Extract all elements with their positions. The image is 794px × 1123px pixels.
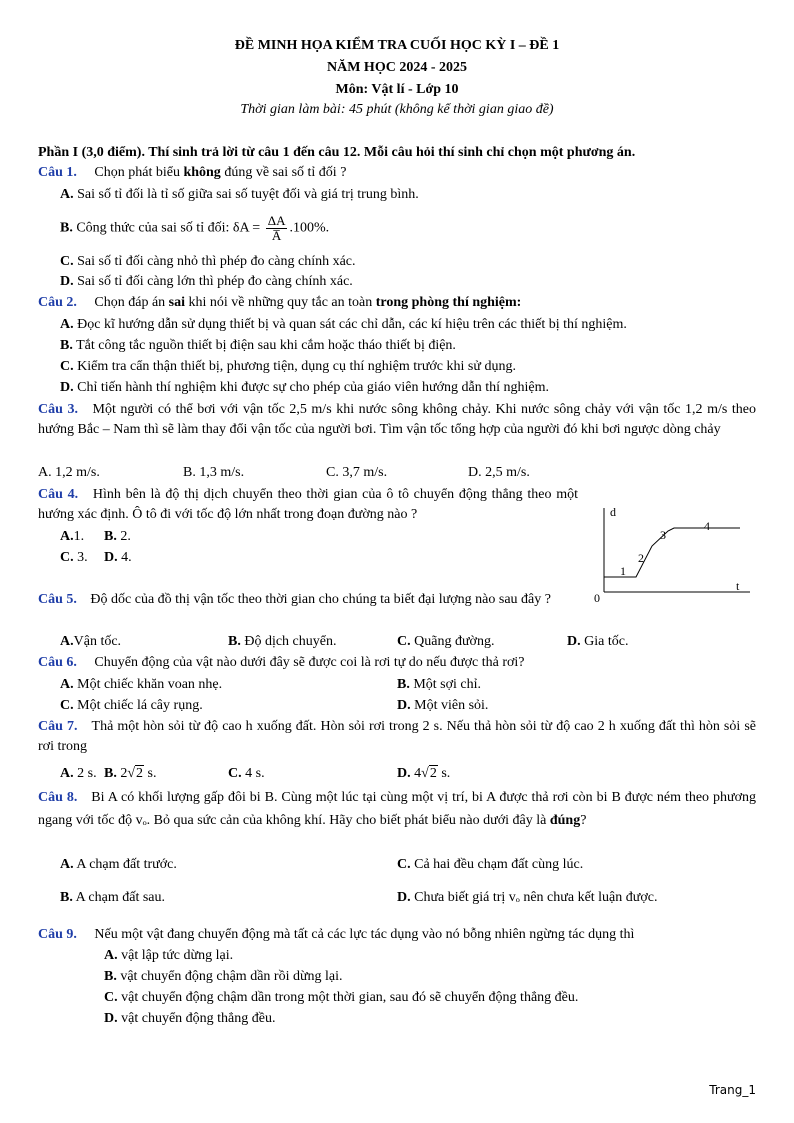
d-axis-label: d	[610, 505, 616, 519]
q9-option-a	[104, 947, 233, 965]
option-text: Chỉ tiến hành thí nghiệm khi được sự cho phép của giáo viên hướng dẫn thí nghiệm.	[77, 380, 550, 395]
unit: s.	[144, 766, 157, 781]
option-letter: A.	[60, 766, 74, 781]
unit: s.	[437, 766, 451, 781]
q8-option-b	[60, 889, 165, 907]
option-letter: A.	[60, 677, 74, 692]
question-text-post: đúng về sai số tỉ đối ?	[220, 165, 347, 180]
question-8	[38, 786, 756, 832]
option-letter: D.	[397, 766, 411, 781]
option-text: vật chuyển động thẳng đều.	[121, 1011, 276, 1026]
segment-1-label: 1	[620, 564, 626, 578]
fraction-numerator: ΔA	[267, 213, 286, 228]
question-3	[38, 400, 756, 440]
option-text: Sai số tỉ đối là tỉ số giữa sai số tuyệt đối và giá trị trung bình.	[77, 187, 419, 202]
q4-option-a	[60, 528, 84, 546]
q8-option-a	[60, 856, 177, 874]
question-text: Chuyển động của vật nào dưới đây sẽ được coi là rơi tự do nếu được thả rơi?	[94, 655, 525, 670]
section-heading: Phần I (3,0 điểm). Thí sinh trả lời từ câu 1 đến câu 12. Mỗi câu hỏi thí sinh chỉ chọn một phương án.	[38, 145, 636, 160]
q8-option-c	[397, 856, 583, 874]
q8-option-d	[397, 889, 657, 907]
q9-option-b	[104, 968, 343, 986]
question-label: Câu 8.	[38, 790, 78, 805]
option-text: Gia tốc.	[584, 634, 629, 649]
option-text: Kiểm tra cẩn thận thiết bị, phương tiện, dụng cụ thí nghiệm trước khi sử dụng.	[77, 359, 516, 374]
question-2	[38, 294, 521, 312]
page-number: Trang_1	[709, 1083, 756, 1097]
option-letter: D.	[567, 634, 581, 649]
option-letter: B.	[104, 529, 117, 544]
question-emphasis: đúng	[549, 813, 581, 828]
q3-option-d: D. 2,5 m/s.	[468, 465, 530, 480]
option-letter: B.	[60, 338, 73, 353]
q9-option-c	[104, 989, 578, 1007]
question-text: Một người có thể bơi với vận tốc 2,5 m/s khi nước sông không chảy. Khi nước sông chảy với vận tốc 1,2 m/s theo hướng Bắc – Nam thì sẽ làm thay đổi vận tốc của người bơi. Tìm vận tốc tổng hợp của người đó khi bơi ngược dòng chảy	[38, 402, 756, 437]
q7-option-c	[228, 765, 265, 783]
t-axis-label: t	[736, 579, 740, 593]
option-text: Một chiếc khăn voan nhẹ.	[77, 677, 223, 692]
fraction-denominator: A̅	[271, 228, 282, 243]
radicand: 2	[136, 766, 144, 781]
exam-title: ĐỀ MINH HỌA KIỂM TRA CUỐI HỌC KỲ I – ĐỀ 1	[234, 38, 560, 53]
option-letter: C.	[397, 857, 411, 872]
q5-option-a	[60, 633, 121, 651]
option-text: Sai số tỉ đối càng nhỏ thì phép đo càng chính xác.	[77, 254, 356, 269]
option-letter: B.	[104, 766, 117, 781]
option-text: Quãng đường.	[414, 634, 495, 649]
question-text: Thả một hòn sỏi từ độ cao h xuống đất. Hòn sỏi rơi trong 2 s. Nếu thả hòn sỏi từ độ cao 2 h xuống đất thì hòn sỏi sẽ rơi trong	[38, 719, 756, 754]
option-text: 4.	[121, 550, 132, 565]
coefficient: 2	[120, 766, 128, 781]
question-label: Câu 4.	[38, 487, 79, 502]
question-emphasis: sai	[168, 295, 186, 310]
q1-option-b	[60, 214, 329, 243]
option-letter: D.	[104, 1011, 118, 1026]
radicand: 2	[429, 766, 437, 781]
question-6	[38, 654, 525, 672]
option-letter: A.	[60, 857, 74, 872]
option-letter: C.	[60, 359, 74, 374]
q4-option-b	[104, 528, 131, 546]
option-text: 2 s.	[77, 766, 97, 781]
question-label: Câu 6.	[38, 655, 77, 670]
option-letter: A.	[60, 529, 74, 544]
q1-option-c	[60, 253, 356, 271]
q4-option-c	[60, 549, 88, 567]
subject: Môn: Vật lí - Lớp 10	[335, 82, 459, 97]
option-letter: B.	[104, 969, 117, 984]
q7-option-a	[60, 765, 97, 783]
option-letter: A.	[60, 317, 74, 332]
question-label: Câu 3.	[38, 402, 78, 417]
option-text: 1.	[73, 529, 85, 544]
origin-label: 0	[594, 591, 600, 605]
q3-option-a: A. 1,2 m/s.	[38, 465, 100, 480]
option-text: vật lập tức dừng lại.	[121, 948, 234, 963]
q1-option-d	[60, 273, 353, 291]
option-text: 2.	[120, 529, 131, 544]
q6-option-b	[397, 676, 481, 694]
question-text: Hình bên là độ thị dịch chuyển theo thời gian của ô tô chuyển động thẳng theo một hướng xác định. Ô tô đi với tốc độ lớn nhất trong đoạn đường nào ?	[38, 487, 579, 522]
question-label: Câu 7.	[38, 719, 78, 734]
question-text-pre: Chọn đáp án	[94, 295, 169, 310]
q2-option-a	[60, 316, 627, 334]
option-letter: C.	[397, 634, 411, 649]
question-label: Câu 9.	[38, 927, 77, 942]
q5-option-b	[228, 633, 337, 651]
q2-option-c	[60, 358, 516, 376]
option-letter: D.	[60, 274, 74, 289]
option-text: A chạm đất sau.	[75, 890, 165, 905]
option-text: Một viên sỏi.	[414, 698, 489, 713]
option-text: A chạm đất trước.	[76, 857, 177, 872]
q5-option-d	[567, 633, 628, 651]
question-label: Câu 5.	[38, 592, 77, 607]
option-letter: D.	[104, 550, 118, 565]
option-text: Công thức của sai số tỉ đối: δA =	[76, 220, 261, 236]
option-letter: B.	[60, 220, 73, 236]
q2-option-b	[60, 337, 456, 355]
question-label: Câu 1.	[38, 165, 77, 180]
option-letter: C.	[60, 254, 74, 269]
q9-option-d	[104, 1010, 275, 1028]
q3-option-b: B. 1,3 m/s.	[183, 465, 245, 480]
option-letter: D.	[397, 698, 411, 713]
question-7	[38, 717, 756, 757]
q2-option-d	[60, 379, 549, 397]
question-emphasis: không	[183, 165, 221, 180]
q6-option-a	[60, 676, 222, 694]
q5-option-c	[397, 633, 494, 651]
option-text: Vận tốc.	[73, 634, 122, 649]
q4-option-d	[104, 549, 132, 567]
option-text: Một sợi chỉ.	[413, 677, 482, 692]
option-letter: C.	[60, 550, 74, 565]
option-letter: D.	[397, 890, 411, 905]
option-text: 3.	[77, 550, 88, 565]
question-1	[38, 164, 346, 182]
q6-option-c	[60, 697, 203, 715]
segment-4-label: 4	[704, 519, 710, 533]
question-emphasis-2: trong phòng thí nghiệm:	[375, 295, 522, 310]
question-text-mid: khi nói về những quy tắc an toàn	[185, 295, 376, 310]
option-text: Một chiếc lá cây rụng.	[77, 698, 203, 713]
option-letter: C.	[104, 990, 118, 1005]
option-text: vật chuyển động chậm dần trong một thời gian, sau đó sẽ chuyển động thẳng đều.	[121, 990, 579, 1005]
option-text: Đọc kĩ hướng dẫn sử dụng thiết bị và quan sát các chỉ dẫn, các kí hiệu trên các thiết bị thí nghiệm.	[77, 317, 627, 332]
option-text: Chưa biết giá trị vₒ nên chưa kết luận được.	[414, 890, 658, 905]
question-4	[38, 485, 578, 525]
option-text: 4 s.	[245, 766, 265, 781]
question-end: ?	[580, 813, 587, 828]
option-letter: C.	[228, 766, 242, 781]
fraction	[266, 214, 288, 243]
question-text-pre: Chọn phát biểu	[94, 165, 184, 180]
option-text: Độ dịch chuyển.	[244, 634, 337, 649]
option-letter: A.	[104, 948, 118, 963]
q6-option-d	[397, 697, 488, 715]
option-letter: A.	[60, 634, 74, 649]
question-text: Độ dốc của đồ thị vận tốc theo thời gian cho chúng ta biết đại lượng nào sau đây ?	[90, 592, 551, 607]
option-letter: D.	[60, 380, 74, 395]
q7-option-b: B. 2√2 s.	[104, 766, 157, 781]
question-9	[38, 926, 634, 944]
q7-option-d: D. 4√2 s.	[397, 766, 451, 781]
question-label: Câu 2.	[38, 295, 77, 310]
option-letter: B.	[397, 677, 410, 692]
q3-option-c: C. 3,7 m/s.	[326, 465, 388, 480]
option-letter: C.	[60, 698, 74, 713]
segment-2-label: 2	[638, 551, 644, 565]
option-text: Cả hai đều chạm đất cùng lúc.	[414, 857, 584, 872]
option-text: vật chuyển động chậm dần rồi dừng lại.	[120, 969, 343, 984]
displacement-time-graph	[590, 500, 770, 610]
segment-3-label: 3	[660, 528, 666, 542]
time-limit: Thời gian làm bài: 45 phút (không kể thời gian giao đề)	[240, 102, 554, 117]
question-5	[38, 590, 578, 610]
question-text: Nếu một vật đang chuyển động mà tất cả các lực tác dụng vào nó bỗng nhiên ngừng tác dụng thì	[94, 927, 635, 942]
option-text: Sai số tỉ đối càng lớn thì phép đo càng chính xác.	[77, 274, 353, 289]
option-text: Tắt công tắc nguồn thiết bị điện sau khi cắm hoặc tháo thiết bị điện.	[76, 338, 456, 353]
school-year: NĂM HỌC 2024 - 2025	[327, 60, 467, 75]
option-letter: B.	[228, 634, 241, 649]
q1-option-a	[60, 186, 419, 204]
question-text: Bi A có khối lượng gấp đôi bi B. Cùng một lúc tại cùng một vị trí, bi A được thả rơi còn bi B được ném theo phương ngang với tốc độ vₒ. Bỏ qua sức cản của không khí. Hãy cho biết phát biểu nào dưới đây là	[38, 790, 756, 828]
option-letter: B.	[60, 890, 73, 905]
option-text-end: .100%.	[289, 220, 330, 236]
option-letter: A.	[60, 187, 74, 202]
coefficient: 4	[414, 766, 422, 781]
